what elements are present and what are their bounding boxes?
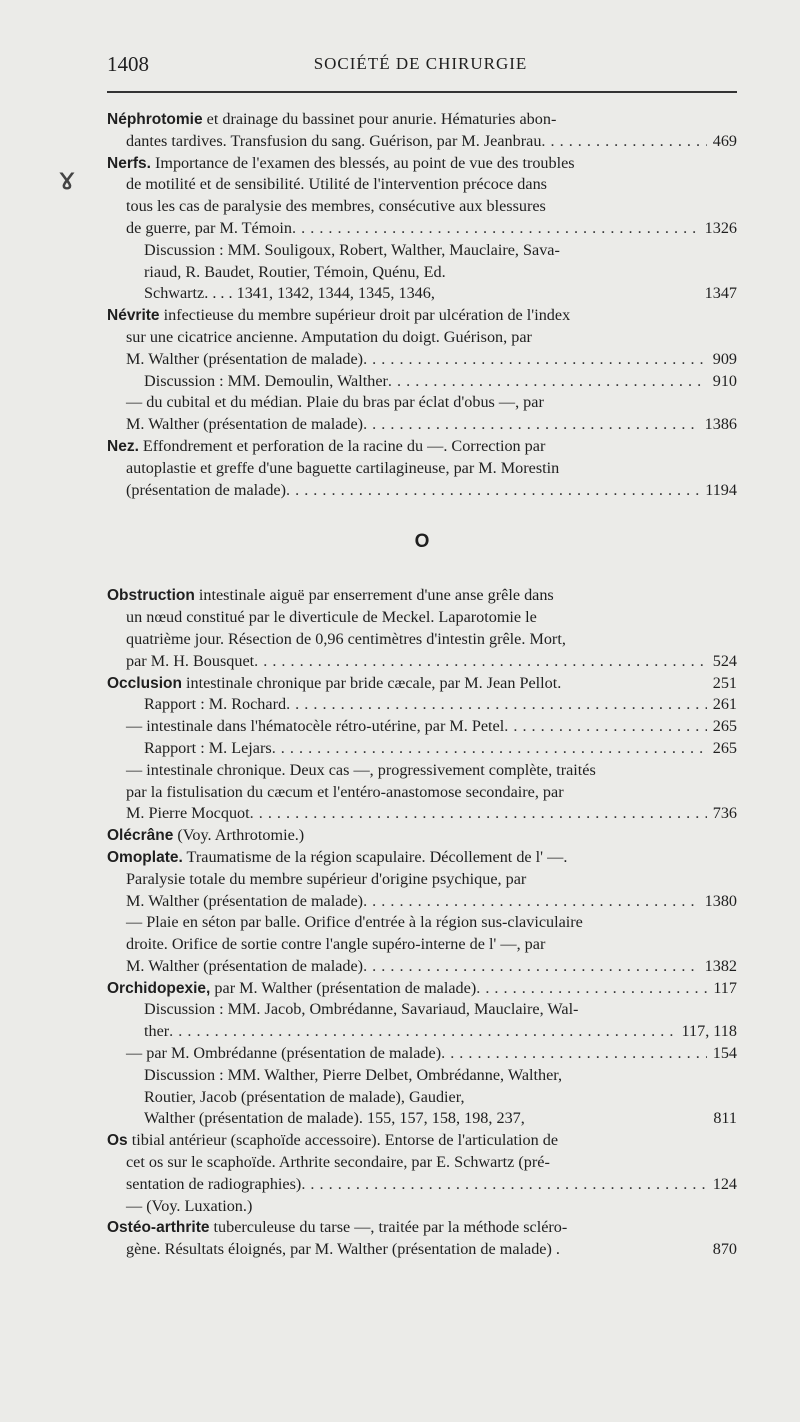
index-line: [107, 1152, 737, 1174]
index-text: Rapport : M. Lejars: [144, 738, 272, 757]
page-reference: 524: [712, 651, 737, 670]
dot-leader: [272, 738, 707, 760]
index-line: [107, 694, 737, 716]
index-headword: Obstruction: [107, 587, 195, 605]
index-text: — du cubital et du médian. Plaie du bras par éclat d'obus —, par: [126, 393, 544, 412]
dot-leader: [388, 371, 707, 393]
page-reference: 117: [713, 978, 737, 997]
index-text: sur une cicatrice ancienne. Amputation du doigt. Guérison, par: [126, 327, 532, 346]
index-line: [107, 174, 737, 196]
index-line: [107, 803, 737, 825]
page-reference: 261: [712, 695, 737, 714]
page-reference: 265: [712, 717, 737, 736]
dot-leader: [363, 956, 699, 978]
index-line: [107, 869, 737, 891]
index-text: Routier, Jacob (présentation de malade), Gaudier,: [144, 1087, 465, 1106]
index-text: et drainage du bassinet pour anurie. Hématuries abon-: [202, 110, 557, 128]
page-reference: 117, 118: [681, 1022, 737, 1041]
index-text: sentation de radiographies): [126, 1174, 302, 1193]
index-line: [107, 760, 737, 782]
index-text: intestinale chronique par bride cæcale, par M. Jean Pellot.: [181, 673, 562, 692]
index-text: (Voy. Arthrotomie.): [173, 826, 305, 845]
index-text: droite. Orifice de sortie contre l'angle supéro-interne de l' —, par: [126, 935, 546, 954]
index-line: [107, 825, 737, 847]
index-line: [107, 585, 737, 607]
running-head: [107, 52, 734, 76]
index-text: dantes tardives. Transfusion du sang. Guérison, par M. Jeanbrau: [126, 131, 542, 150]
index-line: [107, 480, 737, 502]
index-line: [107, 458, 737, 480]
index-text: Walther (présentation de malade). 155, 157, 158, 198, 237,: [144, 1109, 525, 1128]
index-line: [107, 371, 737, 393]
dot-leader: [441, 1043, 707, 1065]
index-line: [107, 305, 737, 327]
index-line: [107, 1174, 737, 1196]
index-text: de guerre, par M. Témoin: [126, 218, 293, 237]
index-line: [107, 131, 737, 153]
index-text: Schwartz. . . . 1341, 1342, 1344, 1345, 1346,: [144, 284, 435, 303]
page-reference: 909: [712, 349, 737, 368]
index-headword: Nerfs.: [107, 154, 151, 172]
page-reference: 154: [712, 1044, 737, 1063]
index-headword: Orchidopexie,: [107, 979, 211, 997]
page-reference: 870: [712, 1240, 737, 1259]
page-reference: 124: [712, 1174, 737, 1193]
index-text: — (Voy. Luxation.): [126, 1196, 253, 1215]
index-text: tibial antérieur (scaphoïde accessoire). Entorse de l'articulation de: [127, 1131, 559, 1150]
index-line: [107, 651, 737, 673]
page-reference: 811: [713, 1109, 737, 1128]
dot-leader: [363, 349, 707, 371]
index-text: ther: [144, 1022, 170, 1041]
index-line: [107, 349, 737, 371]
index-text: M. Walther (présentation de malade): [126, 349, 364, 368]
index-line: [107, 240, 737, 262]
index-content: [107, 109, 737, 1261]
index-line: [107, 1130, 737, 1152]
entries-n: [107, 109, 737, 501]
entries-o: [107, 585, 737, 1261]
index-line: [107, 1065, 737, 1087]
index-text: Rapport : M. Rochard: [144, 695, 287, 714]
index-line: [107, 934, 737, 956]
index-line: [107, 283, 737, 305]
index-line: [107, 629, 737, 651]
index-line: [107, 607, 737, 629]
index-text: quatrième jour. Résection de 0,96 centimètres d'intestin grêle. Mort,: [126, 629, 566, 648]
page-number: 1408: [107, 52, 149, 76]
page-reference: 1386: [704, 415, 737, 434]
page-reference: 736: [712, 804, 737, 823]
index-text: riaud, R. Baudet, Routier, Témoin, Quénu, Ed.: [144, 262, 446, 281]
index-line: [107, 716, 737, 738]
page-reference: 1326: [704, 218, 737, 237]
index-text: (présentation de malade): [126, 480, 287, 499]
index-headword: Occlusion: [107, 674, 182, 692]
dot-leader: [292, 218, 699, 240]
index-text: cet os sur le scaphoïde. Arthrite secondaire, par E. Schwartz (pré-: [126, 1153, 550, 1172]
dot-leader: [476, 978, 707, 1000]
index-line: [107, 912, 737, 934]
index-text: par la fistulisation du cæcum et l'entéro-anastomose secondaire, par: [126, 782, 564, 801]
dot-leader: [301, 1174, 706, 1196]
index-text: autoplastie et greffe d'une baguette cartilagineuse, par M. Morestin: [126, 458, 560, 477]
index-text: M. Walther (présentation de malade): [126, 891, 364, 910]
page-reference: 469: [712, 131, 737, 150]
index-line: [107, 1087, 737, 1109]
index-line: [107, 891, 737, 913]
index-text: Effondrement et perforation de la racine du —. Correction par: [138, 436, 546, 455]
index-text: — intestinale chronique. Deux cas —, progressivement complète, traités: [126, 760, 596, 779]
index-headword: Névrite: [107, 307, 160, 325]
index-line: [107, 392, 737, 414]
index-line: [107, 847, 737, 869]
index-text: tuberculeuse du tarse —, traitée par la méthode scléro-: [209, 1218, 568, 1237]
index-headword: Omoplate.: [107, 848, 183, 866]
dot-leader: [504, 716, 706, 738]
index-text: tous les cas de paralysie des membres, consécutive aux blessures: [126, 197, 546, 216]
page-reference: 1382: [704, 956, 737, 975]
index-line: [107, 673, 737, 695]
index-line: [107, 999, 737, 1021]
index-line: [107, 1217, 737, 1239]
page-reference: 1380: [704, 891, 737, 910]
index-line: [107, 956, 737, 978]
index-line: [107, 196, 737, 218]
index-line: [107, 738, 737, 760]
index-text: Discussion : MM. Demoulin, Walther: [144, 371, 388, 390]
page-reference: 1347: [704, 284, 737, 303]
index-text: M. Walther (présentation de malade): [126, 415, 364, 434]
index-headword: Nez.: [107, 437, 139, 455]
index-headword: Olécrâne: [107, 827, 174, 845]
dot-leader: [286, 694, 707, 716]
index-text: gène. Résultats éloignés, par M. Walther (présentation de malade) .: [126, 1240, 560, 1259]
index-text: — Plaie en séton par balle. Orifice d'entrée à la région sus-claviculaire: [126, 913, 583, 932]
handwritten-margin-mark: ɤ: [58, 162, 76, 197]
dot-leader: [541, 131, 706, 153]
dot-leader: [254, 651, 707, 673]
index-headword: Néphrotomie: [107, 111, 203, 128]
page-reference: 251: [712, 673, 737, 692]
index-text: par M. Walther (présentation de malade): [210, 978, 477, 997]
section-letter: O: [414, 531, 430, 553]
index-line: [107, 414, 737, 436]
index-line: [107, 1021, 737, 1043]
index-text: infectieuse du membre supérieur droit par ulcération de l'index: [159, 306, 571, 325]
dot-leader: [250, 803, 707, 825]
index-text: M. Walther (présentation de malade): [126, 956, 364, 975]
running-title: SOCIÉTÉ DE CHIRURGIE: [313, 54, 528, 73]
index-text: Discussion : MM. Walther, Pierre Delbet, Ombrédanne, Walther,: [144, 1065, 563, 1084]
index-line: [107, 1043, 737, 1065]
index-line: [107, 436, 737, 458]
index-line: [107, 262, 737, 284]
page-reference: 265: [712, 738, 737, 757]
index-text: un nœud constitué par le diverticule de Meckel. Laparotomie le: [126, 608, 537, 627]
index-text: Discussion : MM. Jacob, Ombrédanne, Savariaud, Mauclaire, Wal-: [144, 1000, 579, 1019]
index-text: intestinale aiguë par enserrement d'une anse grêle dans: [194, 586, 554, 605]
index-headword: Ostéo-arthrite: [107, 1219, 210, 1237]
index-text: — par M. Ombrédanne (présentation de malade): [126, 1044, 442, 1063]
index-line: [107, 218, 737, 240]
index-text: par M. H. Bousquet: [126, 651, 255, 670]
page-reference: 1194: [705, 480, 737, 499]
index-line: [107, 1108, 737, 1130]
index-line: [107, 1239, 737, 1261]
index-line: [107, 978, 737, 1000]
dot-leader: [363, 414, 699, 436]
index-text: Discussion : MM. Souligoux, Robert, Walther, Mauclaire, Sava-: [144, 240, 560, 259]
index-text: Paralysie totale du membre supérieur d'origine psychique, par: [126, 869, 527, 888]
index-line: [107, 109, 737, 131]
dot-leader: [286, 480, 699, 502]
page-reference: 910: [712, 371, 737, 390]
dot-leader: [169, 1021, 675, 1043]
index-text: — intestinale dans l'hématocèle rétro-utérine, par M. Petel: [126, 717, 505, 736]
header-rule: [107, 91, 737, 93]
index-line: [107, 153, 737, 175]
dot-leader: [363, 891, 699, 913]
index-text: Traumatisme de la région scapulaire. Décollement de l' —.: [182, 847, 568, 866]
index-headword: Os: [107, 1132, 128, 1150]
index-text: de motilité et de sensibilité. Utilité de l'intervention précoce dans: [126, 175, 547, 194]
index-text: M. Pierre Mocquot: [126, 804, 250, 823]
index-line: [107, 327, 737, 349]
index-text: Importance de l'examen des blessés, au point de vue des troubles: [150, 153, 575, 172]
index-line: [107, 1196, 737, 1218]
index-line: [107, 782, 737, 804]
